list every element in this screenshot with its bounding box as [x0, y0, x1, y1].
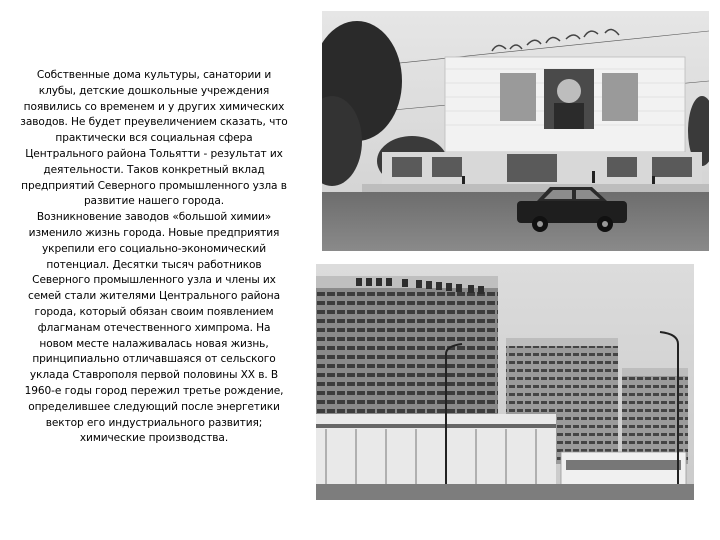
body-paragraph: Собственные дома культуры, санатории и клубы, детские дошкольные учреждения появились со временем и у других химических заводов. Не будет преувеличением сказать, что практически вся социальная сфера Центрального района Тольятти - результат их деятельности. Таков конкретный вклад предприятий Северного промышленного узла в развитие нашего города. Возникновение заводов «большой химии» изменило жизнь города. Новые предприятия укрепили его социально-экономический потенциал. Десятки тысяч работников Северного промышленного узла и члены их семей стали жителями Центрального района города, который обязан своим появлением флагманам отечественного химпрома. На новом месте налаживалась новая жизнь, принципиально отличавшаяся от сельского уклада Ставрополя первой половины XX в. В 1960-е годы город пережил третье рождение, определившее следующий после энергетики вектор его индустриального развития; химические производства.: [20, 69, 288, 445]
highrise-photo: [316, 264, 694, 500]
cinema-photo: [322, 11, 709, 251]
